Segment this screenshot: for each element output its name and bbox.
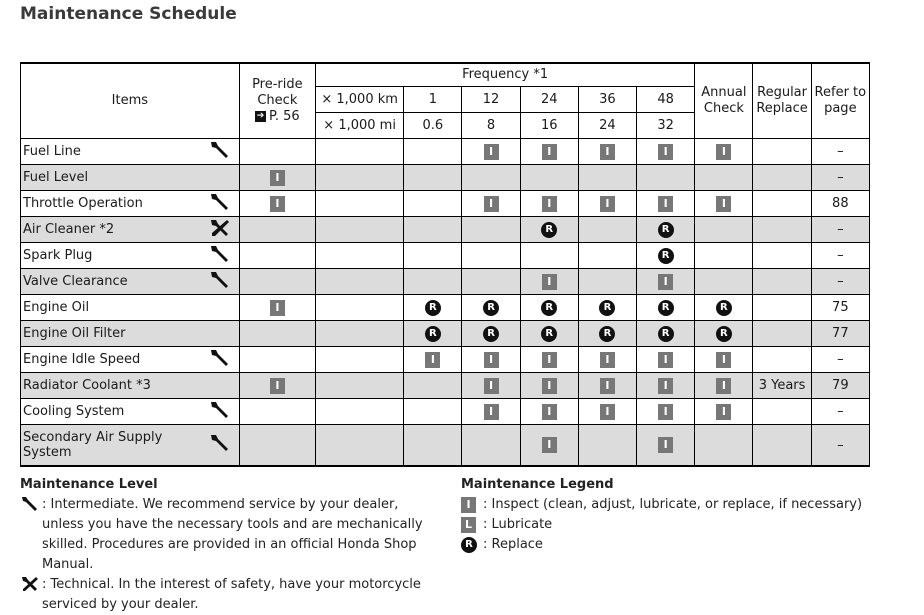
schedule-cell-f24 [520,243,578,269]
schedule-cell-f12 [462,139,520,165]
preride-line2: Check [257,93,298,108]
inspect-badge-icon: I [484,404,499,420]
maintenance-level-cell [201,165,239,191]
inspect-badge-icon: I [542,404,557,420]
regular-line2: Replace [756,101,808,116]
inspect-badge-icon: I [270,378,285,394]
table-row [21,321,870,347]
schedule-cell-annual [695,347,753,373]
item-name: Cooling System [21,399,202,425]
maintenance-level-legend [20,475,440,615]
replace-badge-icon: R [658,300,674,316]
schedule-cell-pre [239,347,315,373]
item-name: Engine Oil [21,295,202,321]
item-name: Fuel Level [21,165,202,191]
replace-badge-icon: R [483,300,499,316]
preride-line1: Pre-ride [252,77,303,92]
schedule-cell-f36 [578,165,636,191]
schedule-cell-f24 [520,217,578,243]
schedule-cell-pre [239,399,315,425]
schedule-cell-f24 [520,373,578,399]
mi-label: × 1,000 mi [315,113,403,139]
inspect-badge-icon: I [542,352,557,368]
table-row [21,347,870,373]
schedule-cell-f12 [462,243,520,269]
schedule-cell-f36 [578,269,636,295]
refer-page-cell: – [811,165,869,191]
maintenance-table [20,62,870,467]
schedule-cell-pre [239,425,315,467]
refer-page-cell: – [811,347,869,373]
item-name: Radiator Coolant *3 [21,373,202,399]
inspect-badge-icon: I [484,196,499,212]
regular-replace-cell [753,347,811,373]
refer-page-cell: 79 [811,373,869,399]
replace-badge-icon: R [658,248,674,264]
schedule-cell-pre [239,165,315,191]
schedule-cell-f36 [578,425,636,467]
refer-page-cell: 77 [811,321,869,347]
schedule-cell-annual [695,373,753,399]
schedule-cell-f1 [404,399,462,425]
maintenance-level-cell [201,243,239,269]
schedule-cell-f1 [404,139,462,165]
refer-line1: Refer to [814,85,867,100]
crossed-tools-icon [20,575,42,600]
preride-ref-page: P. 56 [269,109,300,124]
schedule-cell-f36 [578,321,636,347]
maintenance-level-cell [201,425,239,467]
schedule-cell-annual [695,139,753,165]
inspect-badge-icon: I [270,196,285,212]
schedule-cell-f24 [520,321,578,347]
unit-column-cell [315,269,403,295]
schedule-cell-f48 [637,243,695,269]
replace-text: : Replace [483,537,543,552]
refer-header [811,63,869,139]
table-row [21,399,870,425]
regular-replace-cell [753,295,811,321]
regular-replace-cell [753,139,811,165]
unit-column-cell [315,347,403,373]
item-name: Fuel Line [21,139,202,165]
inspect-badge-icon: I [542,274,557,290]
inspect-badge-icon: I [716,404,731,420]
schedule-cell-f36 [578,139,636,165]
regular-replace-cell [753,243,811,269]
regular-replace-cell: 3 Years [753,373,811,399]
schedule-cell-f36 [578,217,636,243]
maintenance-level-cell [201,217,239,243]
annual-header [695,63,753,139]
schedule-cell-f24 [520,269,578,295]
schedule-cell-f12 [462,373,520,399]
item-name: Air Cleaner *2 [21,217,202,243]
inspect-badge-icon: I [600,404,615,420]
schedule-cell-f1 [404,373,462,399]
inspect-badge-icon: I [716,196,731,212]
schedule-cell-pre [239,321,315,347]
schedule-cell-f1 [404,217,462,243]
schedule-cell-pre [239,191,315,217]
km-value: 24 [520,87,578,113]
schedule-cell-f36 [578,399,636,425]
technical-text: : Technical. In the interest of safety, have your motorcycle serviced by your dealer. [42,577,421,612]
inspect-badge-icon: I [600,378,615,394]
wrench-icon [209,244,231,268]
replace-badge-icon: R [425,300,441,316]
regular-line1: Regular [757,85,807,100]
maintenance-level-cell [201,295,239,321]
inspect-badge-icon: I [542,144,557,160]
item-name: Engine Oil Filter [21,321,202,347]
schedule-cell-annual [695,399,753,425]
annual-line2: Check [703,101,744,116]
replace-badge-icon: R [716,300,732,316]
wrench-icon [209,348,231,372]
schedule-cell-pre [239,217,315,243]
refer-page-cell: – [811,269,869,295]
table-row [21,373,870,399]
regular-replace-cell [753,165,811,191]
replace-badge-icon: R [541,300,557,316]
maintenance-level-cell [201,399,239,425]
inspect-badge-icon: I [542,378,557,394]
inspect-badge-icon: I [484,144,499,160]
table-row [21,217,870,243]
schedule-cell-f12 [462,295,520,321]
replace-badge-icon: R [658,326,674,342]
schedule-cell-f24 [520,139,578,165]
wrench-icon [209,192,231,216]
regular-replace-cell [753,269,811,295]
schedule-cell-f36 [578,295,636,321]
schedule-cell-f24 [520,191,578,217]
maintenance-level-cell [201,139,239,165]
table-row [21,295,870,321]
schedule-cell-f48 [637,295,695,321]
schedule-cell-annual [695,295,753,321]
frequency-header: Frequency *1 [315,63,694,87]
table-row [21,243,870,269]
refer-line2: page [824,101,857,116]
schedule-cell-f24 [520,425,578,467]
wrench-icon [209,270,231,294]
unit-column-cell [315,399,403,425]
schedule-cell-f1 [404,191,462,217]
items-header: Items [21,63,240,139]
inspect-badge-icon: I [658,274,673,290]
annual-line1: Annual [701,85,747,100]
regular-replace-cell [753,191,811,217]
table-row [21,269,870,295]
schedule-cell-f36 [578,191,636,217]
refer-page-cell: 88 [811,191,869,217]
replace-badge-icon: R [541,222,557,238]
refer-page-cell: – [811,425,869,467]
replace-badge-icon: R [483,326,499,342]
item-name: Spark Plug [21,243,202,269]
preride-header [239,63,315,139]
schedule-cell-f24 [520,295,578,321]
schedule-cell-f12 [462,321,520,347]
maintenance-level-heading: Maintenance Level [20,477,158,492]
schedule-cell-f48 [637,347,695,373]
preride-ref [240,109,315,125]
schedule-cell-f48 [637,191,695,217]
schedule-cell-f48 [637,321,695,347]
schedule-cell-f48 [637,217,695,243]
inspect-badge-icon: I [658,437,673,453]
unit-column-cell [315,373,403,399]
schedule-cell-f12 [462,269,520,295]
km-value: 36 [578,87,636,113]
schedule-cell-pre [239,139,315,165]
schedule-cell-annual [695,321,753,347]
unit-column-cell [315,139,403,165]
schedule-cell-f48 [637,399,695,425]
lubricate-badge-icon: L [461,517,476,533]
schedule-cell-f24 [520,399,578,425]
regular-replace-cell [753,425,811,467]
inspect-badge-icon: I [270,300,285,316]
schedule-cell-f36 [578,373,636,399]
inspect-badge-icon: I [716,352,731,368]
item-name: Throttle Operation [21,191,202,217]
inspect-badge-icon: I [658,378,673,394]
replace-badge-icon: R [541,326,557,342]
replace-badge-icon: R [716,326,732,342]
inspect-badge-icon: I [600,144,615,160]
schedule-cell-f12 [462,425,520,467]
schedule-cell-f1 [404,321,462,347]
unit-column-cell [315,217,403,243]
schedule-cell-f48 [637,425,695,467]
item-name: Secondary Air Supply System [21,425,202,467]
mi-value: 16 [520,113,578,139]
schedule-cell-f24 [520,347,578,373]
schedule-cell-f1 [404,165,462,191]
table-row [21,165,870,191]
schedule-cell-annual [695,165,753,191]
inspect-badge-icon: I [461,497,476,513]
item-name: Valve Clearance [21,269,202,295]
schedule-cell-pre [239,243,315,269]
km-value: 48 [637,87,695,113]
mi-value: 32 [637,113,695,139]
replace-badge-icon: R [658,222,674,238]
schedule-cell-pre [239,269,315,295]
inspect-badge-icon: I [425,352,440,368]
schedule-cell-f1 [404,269,462,295]
schedule-cell-f12 [462,347,520,373]
maintenance-level-cell [201,191,239,217]
schedule-cell-annual [695,425,753,467]
schedule-body [21,139,870,467]
unit-column-cell [315,165,403,191]
inspect-badge-icon: I [542,437,557,453]
refer-page-cell: – [811,217,869,243]
inspect-badge-icon: I [716,144,731,160]
schedule-cell-f48 [637,165,695,191]
replace-badge-icon: R [425,326,441,342]
schedule-cell-f36 [578,243,636,269]
mi-value: 24 [578,113,636,139]
schedule-cell-f24 [520,165,578,191]
schedule-cell-f36 [578,347,636,373]
schedule-cell-f1 [404,347,462,373]
refer-page-cell: – [811,399,869,425]
unit-column-cell [315,295,403,321]
inspect-badge-icon: I [542,196,557,212]
inspect-badge-icon: I [658,404,673,420]
table-row [21,191,870,217]
crossed-tools-icon [209,218,231,242]
table-row [21,425,870,467]
replace-badge-icon: R [599,326,615,342]
maintenance-level-cell [201,347,239,373]
wrench-icon [209,400,231,424]
refer-page-cell: – [811,243,869,269]
km-label: × 1,000 km [315,87,403,113]
replace-badge-icon: R [461,537,477,553]
regular-replace-cell [753,321,811,347]
schedule-cell-annual [695,217,753,243]
inspect-badge-icon: I [600,352,615,368]
km-value: 12 [462,87,520,113]
km-value: 1 [404,87,462,113]
maintenance-level-cell [201,373,239,399]
maintenance-legend-heading: Maintenance Legend [461,477,614,492]
regular-replace-cell [753,399,811,425]
inspect-badge-icon: I [484,352,499,368]
page-title: Maintenance Schedule [20,4,237,24]
schedule-cell-f48 [637,269,695,295]
schedule-cell-f48 [637,139,695,165]
refer-page-cell: – [811,139,869,165]
maintenance-level-cell [201,321,239,347]
mi-value: 8 [462,113,520,139]
schedule-cell-f12 [462,191,520,217]
item-name: Engine Idle Speed [21,347,202,373]
maintenance-level-cell [201,269,239,295]
schedule-cell-annual [695,243,753,269]
schedule-cell-f12 [462,399,520,425]
inspect-text: : Inspect (clean, adjust, lubricate, or replace, if necessary) [483,497,863,512]
schedule-cell-f1 [404,243,462,269]
unit-column-cell [315,243,403,269]
schedule-cell-f1 [404,425,462,467]
inspect-badge-icon: I [716,378,731,394]
schedule-cell-f1 [404,295,462,321]
table-row [21,139,870,165]
wrench-icon [209,433,231,457]
inspect-badge-icon: I [658,196,673,212]
inspect-badge-icon: I [600,196,615,212]
unit-column-cell [315,425,403,467]
inspect-badge-icon: I [270,170,285,186]
schedule-cell-pre [239,295,315,321]
inspect-badge-icon: I [484,378,499,394]
schedule-cell-f12 [462,217,520,243]
schedule-cell-f48 [637,373,695,399]
regular-header [753,63,811,139]
schedule-cell-pre [239,373,315,399]
wrench-icon [209,140,231,164]
arrow-right-icon: ➔ [256,111,265,121]
maintenance-legend [461,475,881,555]
regular-replace-cell [753,217,811,243]
wrench-icon [20,495,42,520]
schedule-cell-annual [695,269,753,295]
lubricate-text: : Lubricate [483,517,553,532]
unit-column-cell [315,321,403,347]
replace-badge-icon: R [599,300,615,316]
refer-page-cell: 75 [811,295,869,321]
intermediate-text: : Intermediate. We recommend service by your dealer, unless you have the necessary tools and are mechanically skilled. Procedures are provided in an official Honda Shop Manual. [42,497,423,572]
unit-column-cell [315,191,403,217]
schedule-cell-f12 [462,165,520,191]
inspect-badge-icon: I [658,352,673,368]
mi-value: 0.6 [404,113,462,139]
inspect-badge-icon: I [658,144,673,160]
schedule-cell-annual [695,191,753,217]
